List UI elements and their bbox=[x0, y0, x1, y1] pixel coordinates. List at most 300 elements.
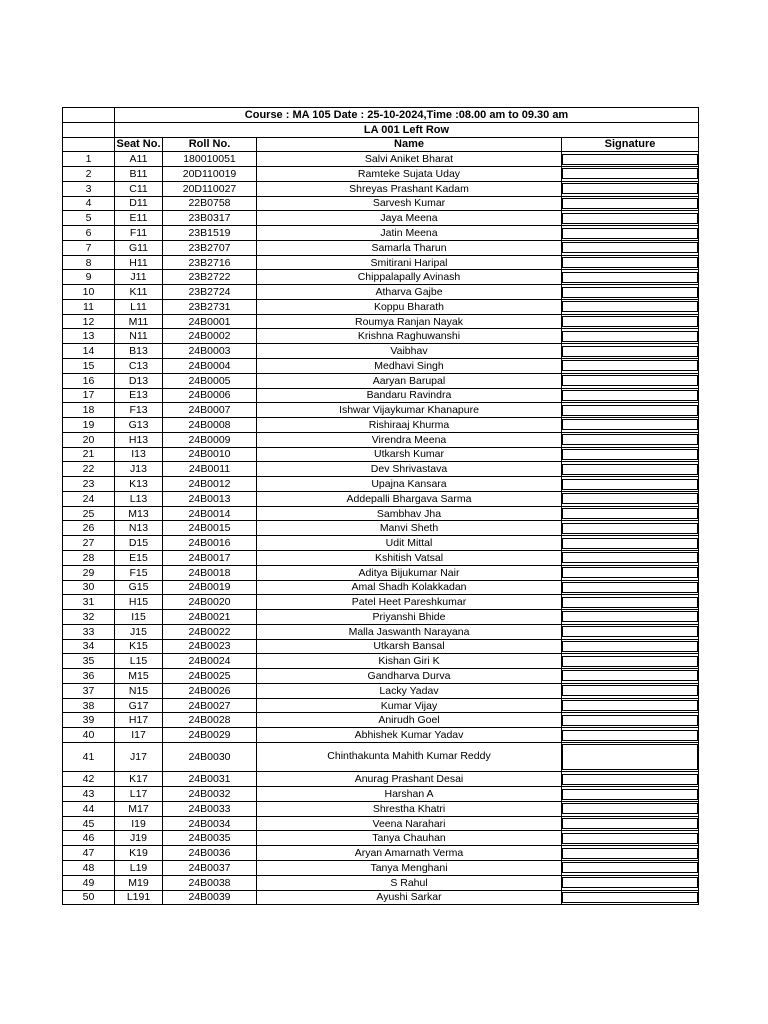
seat-no-header: Seat No. bbox=[116, 138, 161, 151]
student-row bbox=[63, 506, 699, 521]
serial-number-cell: 6 bbox=[63, 226, 115, 241]
serial-number-cell: 32 bbox=[63, 610, 115, 625]
signature-cell bbox=[562, 240, 699, 255]
roll-no-cell: 24B0013 bbox=[163, 491, 257, 506]
student-row bbox=[63, 491, 699, 506]
signature-cell bbox=[562, 890, 699, 905]
serial-number-cell: 3 bbox=[63, 181, 115, 196]
seat-no-cell: H11 bbox=[115, 255, 163, 270]
seat-no-cell: N15 bbox=[115, 683, 163, 698]
signature-cell bbox=[562, 373, 699, 388]
signature-box[interactable] bbox=[562, 198, 698, 209]
serial-number-cell: 25 bbox=[63, 506, 115, 521]
roll-no-cell: 24B0028 bbox=[163, 713, 257, 728]
roll-no-cell: 24B0017 bbox=[163, 550, 257, 565]
roll-no-cell: 24B0019 bbox=[163, 580, 257, 595]
student-name-cell: Veena Narahari bbox=[257, 816, 562, 831]
signature-cell bbox=[562, 255, 699, 270]
signature-box[interactable] bbox=[562, 154, 698, 165]
roll-no-cell: 22B0758 bbox=[163, 196, 257, 211]
signature-box[interactable] bbox=[562, 493, 698, 504]
room-header-row bbox=[63, 122, 699, 137]
signature-box[interactable] bbox=[562, 538, 698, 549]
signature-cell bbox=[562, 595, 699, 610]
serial-number-cell: 14 bbox=[63, 344, 115, 359]
signature-cell bbox=[562, 344, 699, 359]
corner-cell bbox=[63, 122, 115, 137]
signature-box[interactable] bbox=[562, 390, 698, 401]
roll-no-cell: 24B0031 bbox=[163, 772, 257, 787]
serial-number-cell: 41 bbox=[63, 742, 115, 772]
signature-box[interactable] bbox=[562, 419, 698, 430]
student-row bbox=[63, 875, 699, 890]
student-row bbox=[63, 801, 699, 816]
seat-no-cell: N13 bbox=[115, 521, 163, 536]
seat-no-cell: M11 bbox=[115, 314, 163, 329]
roll-no-cell: 180010051 bbox=[163, 152, 257, 167]
room-line: LA 001 Left Row bbox=[115, 122, 699, 137]
seat-no-cell: I19 bbox=[115, 816, 163, 831]
seat-no-cell: A11 bbox=[115, 152, 163, 167]
signature-box[interactable] bbox=[562, 803, 698, 814]
student-row bbox=[63, 418, 699, 433]
serial-number-cell: 43 bbox=[63, 787, 115, 802]
seat-no-cell: K11 bbox=[115, 285, 163, 300]
corner-cell bbox=[63, 108, 115, 123]
serial-number-cell: 38 bbox=[63, 698, 115, 713]
roll-no-header: Roll No. bbox=[163, 137, 257, 152]
signature-box[interactable] bbox=[562, 272, 698, 283]
signature-cell bbox=[562, 654, 699, 669]
student-name-cell: Manvi Sheth bbox=[257, 521, 562, 536]
roll-no-cell: 24B0003 bbox=[163, 344, 257, 359]
student-name-cell: Addepalli Bhargava Sarma bbox=[257, 491, 562, 506]
serial-number-cell: 34 bbox=[63, 639, 115, 654]
seat-no-cell: F13 bbox=[115, 403, 163, 418]
student-row bbox=[63, 373, 699, 388]
signature-box[interactable] bbox=[562, 346, 698, 357]
student-name-cell: Kishan Giri K bbox=[257, 654, 562, 669]
signature-cell bbox=[562, 713, 699, 728]
roll-no-cell: 24B0021 bbox=[163, 610, 257, 625]
student-row bbox=[63, 846, 699, 861]
signature-cell bbox=[562, 359, 699, 374]
signature-box[interactable] bbox=[562, 508, 698, 519]
student-name-cell: Samarla Tharun bbox=[257, 240, 562, 255]
seat-no-cell: F15 bbox=[115, 565, 163, 580]
signature-box[interactable] bbox=[562, 833, 698, 844]
serial-number-cell: 11 bbox=[63, 299, 115, 314]
signature-cell bbox=[562, 388, 699, 403]
student-row bbox=[63, 890, 699, 905]
student-row bbox=[63, 831, 699, 846]
student-row bbox=[63, 167, 699, 182]
signature-box[interactable] bbox=[562, 316, 698, 327]
student-row bbox=[63, 595, 699, 610]
serial-number-cell: 19 bbox=[63, 418, 115, 433]
student-name-cell: Jaya Meena bbox=[257, 211, 562, 226]
signature-cell bbox=[562, 698, 699, 713]
signature-box[interactable] bbox=[562, 360, 698, 371]
signature-box[interactable] bbox=[562, 656, 698, 667]
signature-box[interactable] bbox=[562, 862, 698, 873]
student-name-cell: Utkarsh Kumar bbox=[257, 447, 562, 462]
roll-no-cell: 24B0016 bbox=[163, 536, 257, 551]
signature-box[interactable] bbox=[562, 479, 698, 490]
roll-no-cell: 24B0039 bbox=[163, 890, 257, 905]
seat-no-cell: M13 bbox=[115, 506, 163, 521]
signature-box[interactable] bbox=[562, 641, 698, 652]
roll-no-cell: 24B0018 bbox=[163, 565, 257, 580]
roll-no-cell: 24B0005 bbox=[163, 373, 257, 388]
seat-no-cell: M17 bbox=[115, 801, 163, 816]
student-row bbox=[63, 299, 699, 314]
student-row bbox=[63, 388, 699, 403]
serial-number-cell: 24 bbox=[63, 491, 115, 506]
seat-no-cell: M19 bbox=[115, 875, 163, 890]
student-name-cell: Roumya Ranjan Nayak bbox=[257, 314, 562, 329]
seat-no-cell: L17 bbox=[115, 787, 163, 802]
serial-number-cell: 36 bbox=[63, 669, 115, 684]
signature-box[interactable] bbox=[562, 301, 698, 312]
student-row bbox=[63, 181, 699, 196]
student-row bbox=[63, 816, 699, 831]
student-name-cell: Smitirani Haripal bbox=[257, 255, 562, 270]
serial-number-cell: 9 bbox=[63, 270, 115, 285]
signature-box[interactable] bbox=[562, 257, 698, 268]
serial-number-cell: 40 bbox=[63, 728, 115, 743]
roll-no-cell: 24B0014 bbox=[163, 506, 257, 521]
student-row bbox=[63, 683, 699, 698]
signature-box[interactable] bbox=[562, 523, 698, 534]
serial-number-cell: 18 bbox=[63, 403, 115, 418]
student-row bbox=[63, 432, 699, 447]
student-name-cell: Priyanshi Bhide bbox=[257, 610, 562, 625]
seat-no-cell: K19 bbox=[115, 846, 163, 861]
signature-cell bbox=[562, 875, 699, 890]
signature-cell bbox=[562, 536, 699, 551]
signature-cell bbox=[562, 491, 699, 506]
serial-number-cell: 1 bbox=[63, 152, 115, 167]
signature-box[interactable] bbox=[562, 464, 698, 475]
student-name-cell: Tanya Chauhan bbox=[257, 831, 562, 846]
serial-number-cell: 22 bbox=[63, 462, 115, 477]
seat-no-cell: L11 bbox=[115, 299, 163, 314]
signature-box[interactable] bbox=[562, 700, 698, 711]
student-row bbox=[63, 462, 699, 477]
student-row bbox=[63, 580, 699, 595]
signature-cell bbox=[562, 801, 699, 816]
roll-no-cell: 24B0025 bbox=[163, 669, 257, 684]
roll-no-cell: 24B0038 bbox=[163, 875, 257, 890]
signature-cell bbox=[562, 432, 699, 447]
signature-box[interactable] bbox=[562, 168, 698, 179]
signature-box[interactable] bbox=[562, 670, 698, 681]
student-name-cell: Amal Shadh Kolakkadan bbox=[257, 580, 562, 595]
signature-box[interactable] bbox=[562, 774, 698, 785]
student-name-cell: Aaryan Barupal bbox=[257, 373, 562, 388]
seat-no-cell: C13 bbox=[115, 359, 163, 374]
signature-box[interactable] bbox=[562, 582, 698, 593]
seat-no-cell: I17 bbox=[115, 728, 163, 743]
signature-box[interactable] bbox=[562, 287, 698, 298]
signature-cell bbox=[562, 742, 699, 772]
seat-no-cell: C11 bbox=[115, 181, 163, 196]
signature-box[interactable] bbox=[562, 449, 698, 460]
signature-box[interactable] bbox=[562, 877, 698, 888]
serial-number-cell: 48 bbox=[63, 861, 115, 876]
signature-cell bbox=[562, 285, 699, 300]
roll-no-cell: 24B0006 bbox=[163, 388, 257, 403]
roll-no-cell: 23B2722 bbox=[163, 270, 257, 285]
roll-no-cell: 24B0030 bbox=[163, 742, 257, 772]
serial-number-cell: 15 bbox=[63, 359, 115, 374]
roll-no-cell: 24B0001 bbox=[163, 314, 257, 329]
seat-no-cell: K15 bbox=[115, 639, 163, 654]
student-name-cell: Salvi Aniket Bharat bbox=[257, 152, 562, 167]
student-name-cell: Patel Heet Pareshkumar bbox=[257, 595, 562, 610]
roll-no-cell: 24B0023 bbox=[163, 639, 257, 654]
student-row bbox=[63, 861, 699, 876]
serial-header bbox=[63, 137, 115, 152]
seat-no-cell: E13 bbox=[115, 388, 163, 403]
student-row bbox=[63, 477, 699, 492]
serial-number-cell: 7 bbox=[63, 240, 115, 255]
serial-number-cell: 5 bbox=[63, 211, 115, 226]
roll-no-cell: 24B0024 bbox=[163, 654, 257, 669]
signature-cell bbox=[562, 639, 699, 654]
signature-cell bbox=[562, 418, 699, 433]
signature-box[interactable] bbox=[562, 789, 698, 800]
student-name-cell: Aditya Bijukumar Nair bbox=[257, 565, 562, 580]
signature-box[interactable] bbox=[562, 375, 698, 386]
signature-cell bbox=[562, 299, 699, 314]
roll-no-cell: 24B0008 bbox=[163, 418, 257, 433]
student-row bbox=[63, 521, 699, 536]
signature-box[interactable] bbox=[562, 405, 698, 416]
student-name-cell: Lacky Yadav bbox=[257, 683, 562, 698]
student-name-cell: Kumar Vijay bbox=[257, 698, 562, 713]
signature-box[interactable] bbox=[562, 552, 698, 563]
student-name-cell: Medhavi Singh bbox=[257, 359, 562, 374]
serial-number-cell: 21 bbox=[63, 447, 115, 462]
signature-box[interactable] bbox=[562, 183, 698, 194]
column-header-row bbox=[63, 137, 699, 152]
student-name-cell: Ayushi Sarkar bbox=[257, 890, 562, 905]
serial-number-cell: 17 bbox=[63, 388, 115, 403]
student-row bbox=[63, 550, 699, 565]
seat-no-cell: G15 bbox=[115, 580, 163, 595]
roll-no-cell: 23B2716 bbox=[163, 255, 257, 270]
seat-no-cell: D11 bbox=[115, 196, 163, 211]
seat-no-cell: G11 bbox=[115, 240, 163, 255]
seat-no-cell: L19 bbox=[115, 861, 163, 876]
signature-box[interactable] bbox=[562, 228, 698, 239]
seat-no-cell: H13 bbox=[115, 432, 163, 447]
student-name-cell: Rishiraaj Khurma bbox=[257, 418, 562, 433]
serial-number-cell: 50 bbox=[63, 890, 115, 905]
roll-no-cell: 24B0015 bbox=[163, 521, 257, 536]
student-name-cell: Upajna Kansara bbox=[257, 477, 562, 492]
student-name-cell: Harshan A bbox=[257, 787, 562, 802]
attendance-sheet-body bbox=[63, 108, 699, 905]
signature-cell bbox=[562, 196, 699, 211]
seat-no-cell: J19 bbox=[115, 831, 163, 846]
student-row bbox=[63, 624, 699, 639]
signature-cell bbox=[562, 580, 699, 595]
student-row bbox=[63, 329, 699, 344]
signature-cell bbox=[562, 314, 699, 329]
serial-number-cell: 44 bbox=[63, 801, 115, 816]
signature-box[interactable] bbox=[562, 730, 698, 741]
signature-box[interactable] bbox=[562, 626, 698, 637]
student-row bbox=[63, 654, 699, 669]
student-row bbox=[63, 196, 699, 211]
student-name-cell: Jatin Meena bbox=[257, 226, 562, 241]
student-name-cell: Chippalapally Avinash bbox=[257, 270, 562, 285]
student-row bbox=[63, 728, 699, 743]
signature-cell bbox=[562, 550, 699, 565]
student-name-cell: Bandaru Ravindra bbox=[257, 388, 562, 403]
serial-number-cell: 20 bbox=[63, 432, 115, 447]
signature-box[interactable] bbox=[562, 434, 698, 445]
student-row bbox=[63, 240, 699, 255]
roll-no-cell: 24B0026 bbox=[163, 683, 257, 698]
student-row bbox=[63, 713, 699, 728]
serial-number-cell: 2 bbox=[63, 167, 115, 182]
student-row bbox=[63, 403, 699, 418]
signature-cell bbox=[562, 270, 699, 285]
roll-no-cell: 24B0037 bbox=[163, 861, 257, 876]
student-row bbox=[63, 270, 699, 285]
student-name-cell: Shrestha Khatri bbox=[257, 801, 562, 816]
serial-number-cell: 49 bbox=[63, 875, 115, 890]
seat-no-cell: H15 bbox=[115, 595, 163, 610]
student-row bbox=[63, 344, 699, 359]
roll-no-cell: 23B0317 bbox=[163, 211, 257, 226]
student-row bbox=[63, 639, 699, 654]
roll-no-cell: 23B2731 bbox=[163, 299, 257, 314]
student-name-cell: Gandharva Durva bbox=[257, 669, 562, 684]
roll-no-cell: 20D110019 bbox=[163, 167, 257, 182]
serial-number-cell: 16 bbox=[63, 373, 115, 388]
seat-no-cell: B11 bbox=[115, 167, 163, 182]
student-row bbox=[63, 211, 699, 226]
student-row bbox=[63, 359, 699, 374]
roll-no-cell: 24B0007 bbox=[163, 403, 257, 418]
seat-no-cell: J17 bbox=[115, 742, 163, 772]
course-header-row bbox=[63, 108, 699, 123]
student-name-cell: Krishna Raghuwanshi bbox=[257, 329, 562, 344]
roll-no-cell: 20D110027 bbox=[163, 181, 257, 196]
student-name-cell: Dev Shrivastava bbox=[257, 462, 562, 477]
signature-box[interactable] bbox=[562, 818, 698, 829]
serial-number-cell: 4 bbox=[63, 196, 115, 211]
seat-no-cell: L15 bbox=[115, 654, 163, 669]
signature-box[interactable] bbox=[562, 331, 698, 342]
seat-no-cell: G17 bbox=[115, 698, 163, 713]
serial-number-cell: 27 bbox=[63, 536, 115, 551]
seat-no-cell: E15 bbox=[115, 550, 163, 565]
seat-no-cell: E11 bbox=[115, 211, 163, 226]
serial-number-cell: 31 bbox=[63, 595, 115, 610]
student-name-cell: Koppu Bharath bbox=[257, 299, 562, 314]
student-row bbox=[63, 285, 699, 300]
signature-box[interactable] bbox=[562, 611, 698, 622]
signature-cell bbox=[562, 462, 699, 477]
student-row bbox=[63, 787, 699, 802]
signature-box[interactable] bbox=[562, 685, 698, 696]
serial-number-cell: 46 bbox=[63, 831, 115, 846]
student-name-cell: Tanya Menghani bbox=[257, 861, 562, 876]
seat-no-cell: N11 bbox=[115, 329, 163, 344]
signature-box[interactable] bbox=[562, 744, 698, 770]
signature-box[interactable] bbox=[562, 213, 698, 224]
student-name-cell: Anirudh Goel bbox=[257, 713, 562, 728]
signature-box[interactable] bbox=[562, 242, 698, 253]
signature-box[interactable] bbox=[562, 715, 698, 726]
serial-number-cell: 28 bbox=[63, 550, 115, 565]
signature-box[interactable] bbox=[562, 892, 698, 903]
signature-cell bbox=[562, 624, 699, 639]
serial-number-cell: 42 bbox=[63, 772, 115, 787]
seat-no-cell: K13 bbox=[115, 477, 163, 492]
student-row bbox=[63, 565, 699, 580]
signature-cell bbox=[562, 772, 699, 787]
seat-no-cell: B13 bbox=[115, 344, 163, 359]
name-header: Name bbox=[257, 137, 562, 152]
signature-box[interactable] bbox=[562, 848, 698, 859]
student-name-cell: Shreyas Prashant Kadam bbox=[257, 181, 562, 196]
seat-no-cell: J13 bbox=[115, 462, 163, 477]
roll-no-cell: 24B0009 bbox=[163, 432, 257, 447]
roll-no-cell: 23B1519 bbox=[163, 226, 257, 241]
signature-box[interactable] bbox=[562, 597, 698, 608]
serial-number-cell: 23 bbox=[63, 477, 115, 492]
student-name-cell: Ishwar Vijaykumar Khanapure bbox=[257, 403, 562, 418]
seat-no-cell: F11 bbox=[115, 226, 163, 241]
student-name-cell: Malla Jaswanth Narayana bbox=[257, 624, 562, 639]
serial-number-cell: 30 bbox=[63, 580, 115, 595]
signature-cell bbox=[562, 728, 699, 743]
signature-cell bbox=[562, 565, 699, 580]
roll-no-cell: 23B2707 bbox=[163, 240, 257, 255]
serial-number-cell: 35 bbox=[63, 654, 115, 669]
roll-no-cell: 24B0034 bbox=[163, 816, 257, 831]
roll-no-cell: 24B0029 bbox=[163, 728, 257, 743]
serial-number-cell: 37 bbox=[63, 683, 115, 698]
signature-cell bbox=[562, 329, 699, 344]
serial-number-cell: 29 bbox=[63, 565, 115, 580]
signature-cell bbox=[562, 477, 699, 492]
signature-cell bbox=[562, 167, 699, 182]
roll-no-cell: 24B0033 bbox=[163, 801, 257, 816]
serial-number-cell: 10 bbox=[63, 285, 115, 300]
seat-no-cell: I15 bbox=[115, 610, 163, 625]
student-row bbox=[63, 152, 699, 167]
seat-no-cell: M15 bbox=[115, 669, 163, 684]
signature-cell bbox=[562, 447, 699, 462]
student-name-cell: Virendra Meena bbox=[257, 432, 562, 447]
signature-header: Signature bbox=[562, 137, 699, 152]
seat-no-cell: L191 bbox=[115, 890, 163, 905]
signature-cell bbox=[562, 846, 699, 861]
serial-number-cell: 45 bbox=[63, 816, 115, 831]
signature-cell bbox=[562, 669, 699, 684]
signature-box[interactable] bbox=[562, 567, 698, 578]
signature-cell bbox=[562, 787, 699, 802]
student-row bbox=[63, 447, 699, 462]
